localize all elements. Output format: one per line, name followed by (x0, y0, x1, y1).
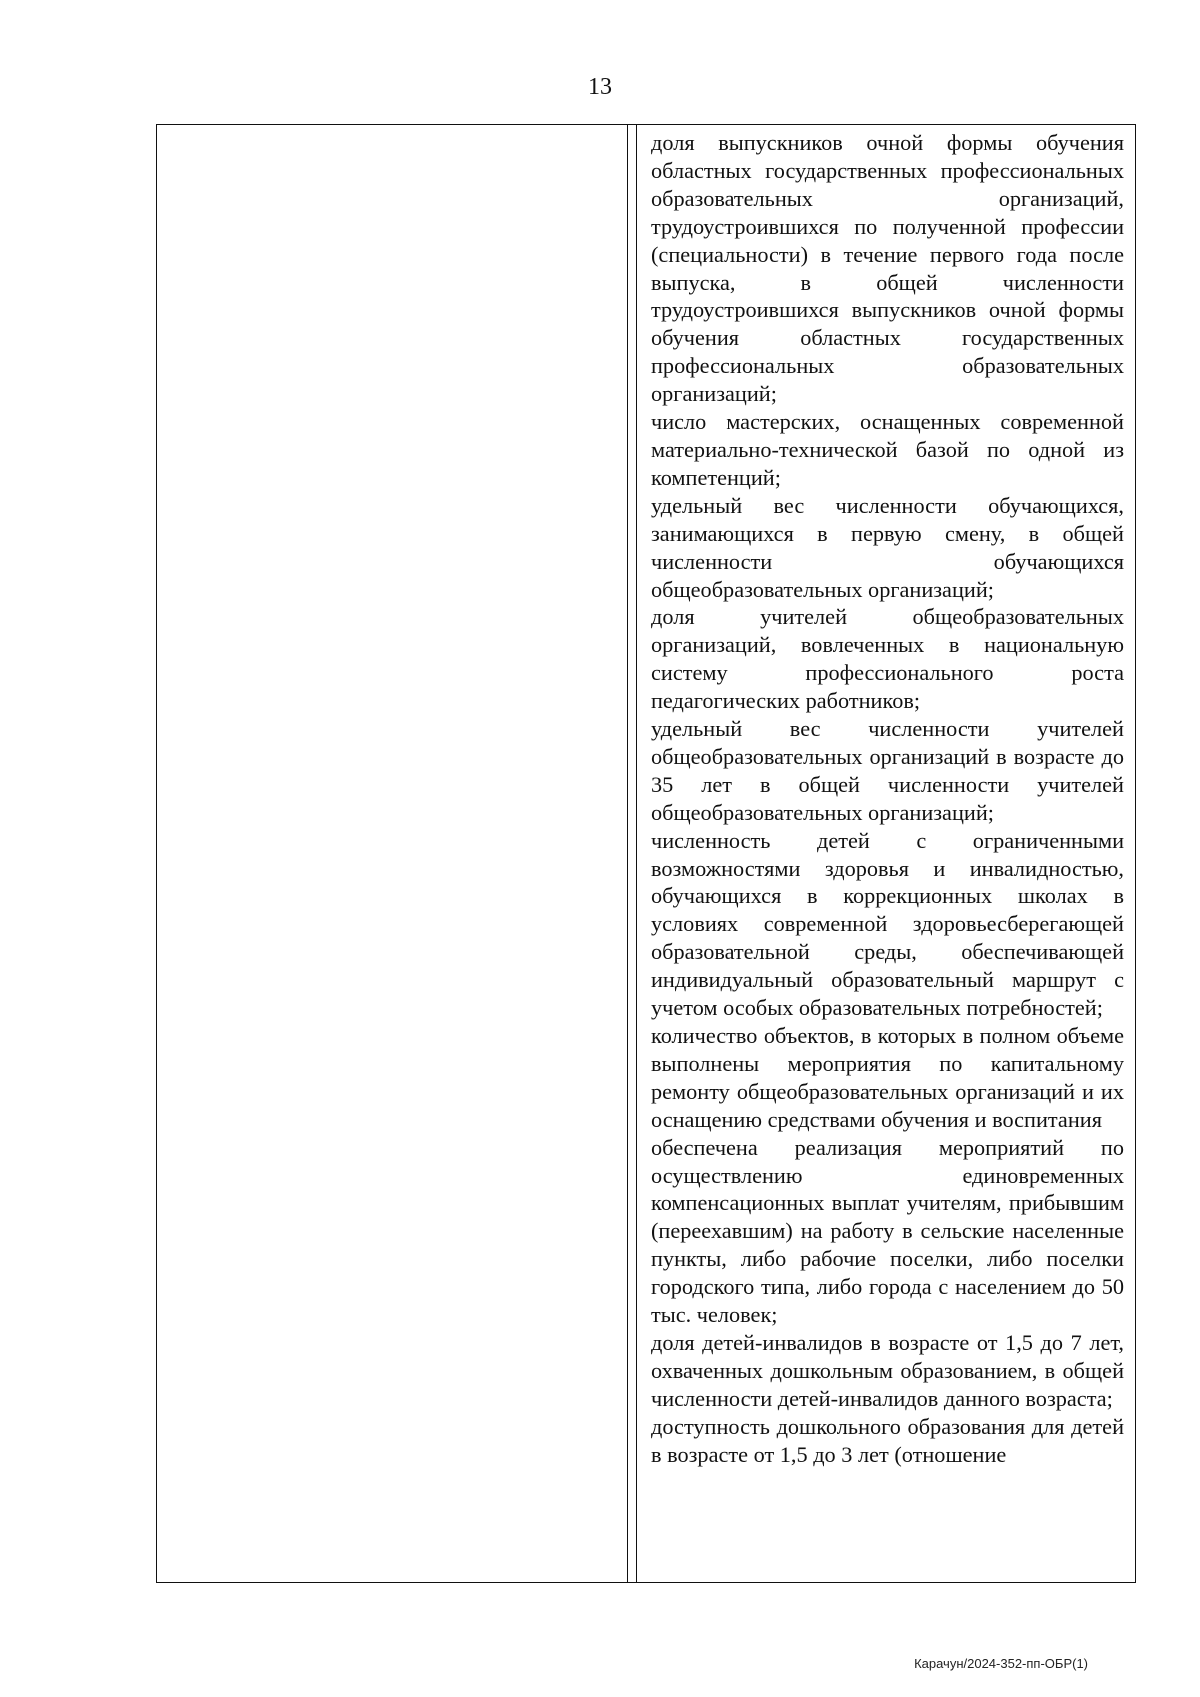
indicator-paragraph: удельный вес численности учителей общеобразовательных организаций в возрасте до 35 лет в общей численности учителей общеобразовательных организаций; (651, 716, 1124, 825)
page-number: 13 (588, 74, 612, 100)
indicator-paragraph: удельный вес численности обучающихся, занимающихся в первую смену, в общей численности обучающихся общеобразовательных организаций; (651, 492, 1124, 602)
indicator-paragraph: доля детей-инвалидов в возрасте от 1,5 до 7 лет, охваченных дошкольным образованием, в общей численности детей-инвалидов данного возраста; (651, 1329, 1124, 1411)
indicator-paragraph: доля учителей общеобразовательных организаций, вовлеченных в национальную систему профессионального роста педагогических работников; (651, 604, 1124, 714)
indicator-paragraph: количество объектов, в которых в полном объеме выполнены мероприятия по капитальному ремонту общеобразовательных организаций и их оснащению средствами обучения и воспитания (651, 1023, 1124, 1132)
indicator-paragraph: доступность дошкольного образования для детей в возрасте от 1,5 до 3 лет (отношение (651, 1413, 1124, 1467)
table-left-cell (157, 125, 628, 1582)
indicator-paragraph: обеспечена реализация мероприятий по осуществлению единовременных компенсационных выплат учителям, прибывшим (переехавшим) на работу в сельские населенные пункты, либо рабочие поселки, либо поселки городского типа, либо города с населением до 50 тыс. человек; (651, 1134, 1124, 1328)
indicator-paragraph: доля выпускников очной формы обучения областных государственных профессиональных образовательных организаций, трудоустроившихся по полученной профессии (специальности) в течение первого года после выпуска, в общей численности трудоустроившихся выпускников очной формы обучения областных государственных профессиональных образовательных организаций; (651, 130, 1124, 407)
table-right-cell (636, 125, 1130, 1582)
indicator-paragraph: число мастерских, оснащенных современной материально-технической базой по одной из компетенций; (651, 409, 1124, 490)
document-table (156, 124, 1136, 1583)
document-code: Карачун/2024-352-пп-ОБР(1) (914, 1656, 1088, 1671)
indicator-paragraph: численность детей с ограниченными возможностями здоровья и инвалидностью, обучающихся в коррекционных школах в условиях современной здоровьесберегающей образовательной среды, обеспечивающей индивидуальный образовательный маршрут с учетом особых образовательных потребностей; (651, 827, 1124, 1021)
